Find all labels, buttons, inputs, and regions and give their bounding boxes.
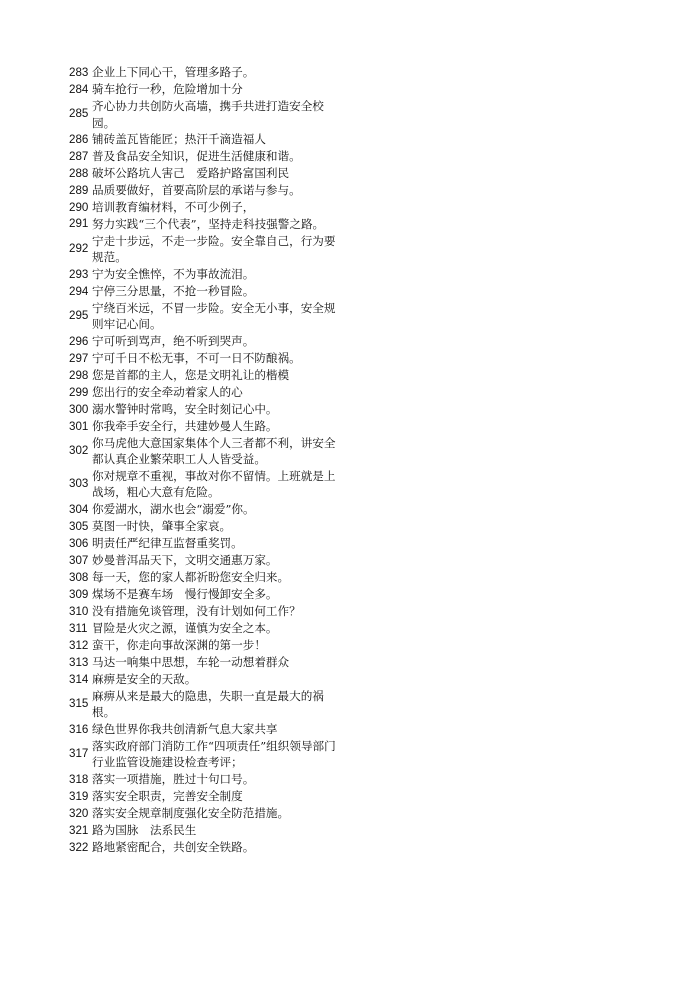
entry-text: 骑车抢行一秒，危险增加十分 xyxy=(92,82,243,96)
list-item xyxy=(64,216,344,233)
entry-text: 宁停三分思量，不抢一秒冒险。 xyxy=(92,283,255,298)
entry-text: 宁可千日不松无事，不可一日不防酿祸。 xyxy=(92,350,301,365)
entry-text: 麻痹从来是最大的隐患，失职一直是最大的祸根。 xyxy=(92,688,324,719)
entry-text: 齐心协力共创防火高墙，携手共进打造安全校园。 xyxy=(92,99,324,130)
entry-number: 307 xyxy=(69,553,89,567)
entry-text: 蛮干，你走向事故深渊的第一步！ xyxy=(92,637,266,652)
list-item xyxy=(64,721,344,738)
list-item xyxy=(64,98,344,131)
entry-text: 落实安全规章制度强化安全防范措施。 xyxy=(92,805,290,820)
entry-number: 294 xyxy=(69,284,89,298)
list-item xyxy=(64,367,344,384)
entry-number: 292 xyxy=(69,241,89,255)
entry-text: 莫图一时快，肇事全家哀。 xyxy=(92,518,232,533)
entry-number: 314 xyxy=(69,672,89,686)
list-item xyxy=(64,738,344,771)
list-item xyxy=(64,535,344,552)
entry-number: 315 xyxy=(69,696,89,710)
entry-number: 319 xyxy=(69,789,89,803)
entry-text: 冒险是火灾之源，谨慎为安全之本。 xyxy=(92,620,278,635)
list-item xyxy=(64,401,344,418)
entry-number: 310 xyxy=(69,604,89,618)
list-item xyxy=(64,300,344,333)
entry-text: 麻痹是安全的天敌。 xyxy=(92,671,197,686)
entry-number: 297 xyxy=(69,351,89,365)
entry-text: 马达一响集中思想，车轮一动想着群众 xyxy=(92,654,290,669)
entry-number: 309 xyxy=(69,587,89,601)
list-item xyxy=(64,501,344,518)
list-item xyxy=(64,671,344,688)
entry-number: 296 xyxy=(69,334,89,348)
entry-number: 301 xyxy=(69,419,89,433)
entry-text: 宁可听到骂声，绝不听到哭声。 xyxy=(92,333,255,348)
entry-text: 破坏公路坑人害己 爱路护路富国利民 xyxy=(92,166,290,180)
entry-text: 你马虎他大意国家集体个人三者都不利，讲安全都认真企业繁荣职工人人皆受益。 xyxy=(92,435,336,466)
entry-text: 你我牵手安全行，共建妙曼人生路。 xyxy=(92,418,278,433)
list-item xyxy=(64,805,344,822)
list-item xyxy=(64,333,344,350)
entry-text: 落实一项措施，胜过十句口号。 xyxy=(92,771,255,786)
list-item xyxy=(64,131,344,148)
entry-number: 320 xyxy=(69,806,89,820)
entry-text: 培训教育编材料，不可少例子， xyxy=(92,200,255,214)
list-item xyxy=(64,283,344,300)
entry-text: 普及食品安全知识，促进生活健康和谐。 xyxy=(92,149,301,163)
list-item xyxy=(64,182,344,199)
entry-text: 宁绕百米远，不冒一步险。安全无小事，安全规则牢记心间。 xyxy=(92,300,336,331)
entry-number: 308 xyxy=(69,570,89,584)
entry-number: 289 xyxy=(69,184,89,197)
entry-text: 路地紧密配合，共创安全铁路。 xyxy=(92,839,255,854)
entry-text: 绿色世界你我共创清新气息大家共享 xyxy=(92,721,278,736)
entry-number: 300 xyxy=(69,402,89,416)
entry-number: 285 xyxy=(69,107,89,121)
list-item xyxy=(64,148,344,165)
entry-number: 284 xyxy=(69,83,89,96)
entry-number: 318 xyxy=(69,772,89,786)
entry-text: 宁为安全憔悴，不为事故流泪。 xyxy=(92,266,255,281)
entry-number: 290 xyxy=(69,201,89,214)
list-item xyxy=(64,233,344,266)
entry-text: 落实政府部门消防工作“四项责任”组织领导部门行业监管设施建设检查考评； xyxy=(92,738,336,769)
entry-number: 295 xyxy=(69,308,89,322)
list-item xyxy=(64,518,344,535)
entry-number: 306 xyxy=(69,536,89,550)
list-item xyxy=(64,586,344,603)
entry-number: 322 xyxy=(69,840,89,854)
list-item xyxy=(64,688,344,721)
list-item xyxy=(64,435,344,468)
entry-text: 妙曼普洱品天下，文明交通惠万家。 xyxy=(92,552,278,567)
entry-number: 286 xyxy=(69,133,89,146)
list-item xyxy=(64,350,344,367)
entry-text: 宁走十步远，不走一步险。安全靠自己，行为要规范。 xyxy=(92,233,336,264)
list-item xyxy=(64,771,344,788)
entry-number: 288 xyxy=(69,167,89,180)
entry-text: 你对规章不重视，事故对你不留情。上班就是上战场，粗心大意有危险。 xyxy=(92,468,336,499)
list-item xyxy=(64,839,344,856)
entry-number: 283 xyxy=(69,66,89,79)
list-item xyxy=(64,569,344,586)
entry-number: 305 xyxy=(69,519,89,533)
entry-text: 明责任严纪律互监督重奖罚。 xyxy=(92,535,243,550)
list-item xyxy=(64,199,344,216)
entry-number: 293 xyxy=(69,267,89,281)
entry-number: 311 xyxy=(69,621,88,635)
list-item xyxy=(64,384,344,401)
list-item xyxy=(64,64,344,81)
entry-number: 304 xyxy=(69,502,89,516)
list-item xyxy=(64,822,344,839)
slogan-list xyxy=(64,64,344,856)
entry-text: 企业上下同心干，管理多路子。 xyxy=(92,65,255,79)
entry-text: 溺水警钟时常鸣，安全时刻记心中。 xyxy=(92,401,278,416)
entry-text: 铺砖盖瓦皆能匠；热汗千滴造福人 xyxy=(92,132,266,146)
list-item xyxy=(64,637,344,654)
list-item xyxy=(64,81,344,98)
entry-text: 品质要做好，首要高阶层的承诺与参与。 xyxy=(92,183,301,197)
entry-number: 287 xyxy=(69,150,89,163)
list-item xyxy=(64,620,344,637)
entry-number: 313 xyxy=(69,655,89,669)
entry-text: 努力实践“三个代表”，坚持走科技强警之路。 xyxy=(92,217,325,231)
entry-text: 您是首都的主人，您是文明礼让的楷模 xyxy=(92,367,290,382)
document-page xyxy=(64,64,344,856)
list-item xyxy=(64,266,344,283)
entry-number: 312 xyxy=(69,638,89,652)
entry-text: 没有措施免谈管理，没有计划如何工作？ xyxy=(92,603,301,618)
entry-number: 303 xyxy=(69,476,89,490)
entry-number: 299 xyxy=(69,385,89,399)
list-item xyxy=(64,552,344,569)
entry-number: 302 xyxy=(69,443,89,457)
entry-text: 煤场不是赛车场 慢行慢卸安全多。 xyxy=(92,586,278,601)
entry-text: 您出行的安全牵动着家人的心 xyxy=(92,384,243,399)
entry-text: 你爱湖水，湖水也会“溺爱”你。 xyxy=(92,501,255,516)
list-item xyxy=(64,603,344,620)
entry-text: 路为国脉 法系民生 xyxy=(92,822,197,837)
entry-number: 317 xyxy=(69,746,89,760)
list-item xyxy=(64,165,344,182)
list-item xyxy=(64,654,344,671)
entry-number: 291 xyxy=(69,217,89,230)
entry-text: 每一天，您的家人都祈盼您安全归来。 xyxy=(92,569,290,584)
list-item xyxy=(64,788,344,805)
list-item xyxy=(64,418,344,435)
entry-number: 298 xyxy=(69,368,89,382)
entry-text: 落实安全职责，完善安全制度 xyxy=(92,788,243,803)
entry-number: 316 xyxy=(69,722,89,736)
list-item xyxy=(64,468,344,501)
entry-number: 321 xyxy=(69,823,89,837)
